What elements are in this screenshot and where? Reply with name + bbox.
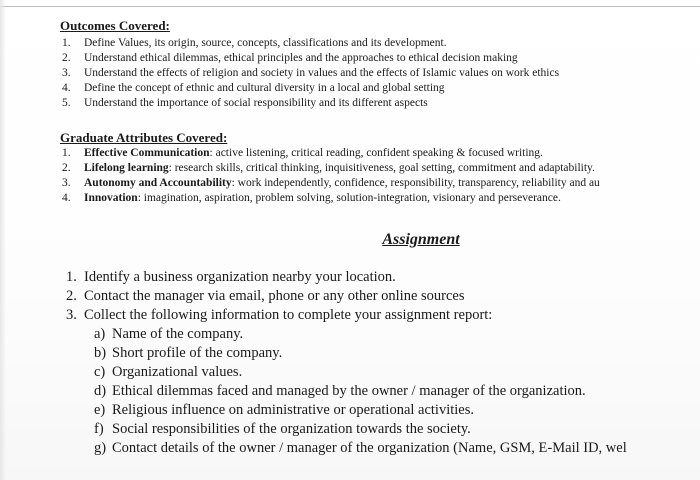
sub-item-text: Social responsibilities of the organization towards the society. (112, 421, 471, 437)
sub-item-mark: e) (94, 402, 106, 418)
item-number: 5. (62, 97, 71, 109)
list-item (66, 287, 627, 306)
sub-list-item (94, 344, 627, 363)
list-item (66, 306, 627, 458)
outcomes-heading: Outcomes Covered: (60, 18, 170, 33)
sub-item-text: Ethical dilemmas faced and managed by the owner / manager of the organization. (112, 383, 586, 399)
sub-item-text: Name of the company. (112, 326, 244, 342)
item-number: 1. (62, 147, 71, 159)
sub-item-mark: a) (94, 326, 106, 342)
list-item (62, 176, 600, 191)
item-number: 4. (62, 192, 71, 204)
item-number: 2. (62, 162, 71, 174)
sub-item-mark: f) (94, 421, 104, 437)
sub-item-mark: g) (94, 440, 107, 456)
list-item (62, 96, 559, 111)
list-item (66, 268, 627, 287)
item-number: 1. (62, 37, 71, 49)
attribute-term: Autonomy and Accountability (84, 177, 232, 189)
item-number: 1. (66, 269, 77, 285)
item-number: 3. (62, 177, 71, 189)
attribute-term: Lifelong learning (84, 162, 169, 174)
sub-list-item (94, 420, 627, 439)
attribute-text: : work independently, confidence, responsibility, transparency, reliability and au (231, 177, 600, 189)
list-item (62, 191, 600, 206)
list-item (62, 66, 559, 81)
assignment-sub-list (66, 325, 627, 458)
sub-list-item (94, 382, 627, 401)
attribute-text: : research skills, critical thinking, inquisitiveness, goal setting, commitment and adaptability. (168, 162, 595, 174)
sub-list-item (94, 325, 627, 344)
item-text: Define Values, its origin, source, concepts, classifications and its development. (84, 37, 447, 49)
item-number: 3. (66, 307, 77, 323)
attribute-term: Effective Communication (84, 147, 210, 159)
sub-item-text: Short profile of the company. (112, 345, 283, 361)
sub-list-item (94, 363, 627, 382)
graduate-attributes-heading: Graduate Attributes Covered: (60, 130, 228, 145)
sub-item-mark: d) (94, 383, 107, 399)
item-text: Understand ethical dilemmas, ethical principles and the approaches to ethical decision making (84, 52, 518, 64)
item-text: Identify a business organization nearby your location. (84, 269, 396, 285)
assignment-list (66, 268, 627, 458)
sub-item-text: Religious influence on administrative or operational activities. (112, 402, 474, 418)
sub-list-item (94, 401, 627, 420)
sub-list-item (94, 439, 627, 458)
list-item (62, 146, 600, 161)
item-text: Define the concept of ethnic and cultural diversity in a local and global setting (84, 82, 445, 94)
sub-item-text: Contact details of the owner / manager of the organization (Name, GSM, E-Mail ID, wel (112, 440, 627, 456)
item-number: 2. (62, 52, 71, 64)
outcomes-list (62, 36, 559, 111)
attribute-text: : active listening, critical reading, confident speaking & focused writing. (209, 147, 543, 159)
attribute-text: : imagination, aspiration, problem solving, solution-integration, visionary and perseverance. (137, 192, 561, 204)
list-item (62, 36, 559, 51)
list-item (62, 81, 559, 96)
item-text: Collect the following information to complete your assignment report: (84, 307, 493, 323)
top-divider (0, 6, 700, 7)
item-text: Understand the importance of social responsibility and its different aspects (84, 97, 428, 109)
graduate-attributes-list (62, 146, 600, 206)
item-number: 4. (62, 82, 71, 94)
list-item (62, 51, 559, 66)
sub-item-mark: c) (94, 364, 106, 380)
sub-item-mark: b) (94, 345, 107, 361)
assignment-title: Assignment (382, 231, 460, 248)
item-text: Contact the manager via email, phone or any other online sources (84, 288, 465, 304)
attribute-term: Innovation (84, 192, 138, 204)
list-item (62, 161, 600, 176)
item-text: Understand the effects of religion and society in values and the effects of Islamic values on work ethics (84, 67, 560, 79)
item-number: 2. (66, 288, 77, 304)
sub-item-text: Organizational values. (112, 364, 243, 380)
item-number: 3. (62, 67, 71, 79)
